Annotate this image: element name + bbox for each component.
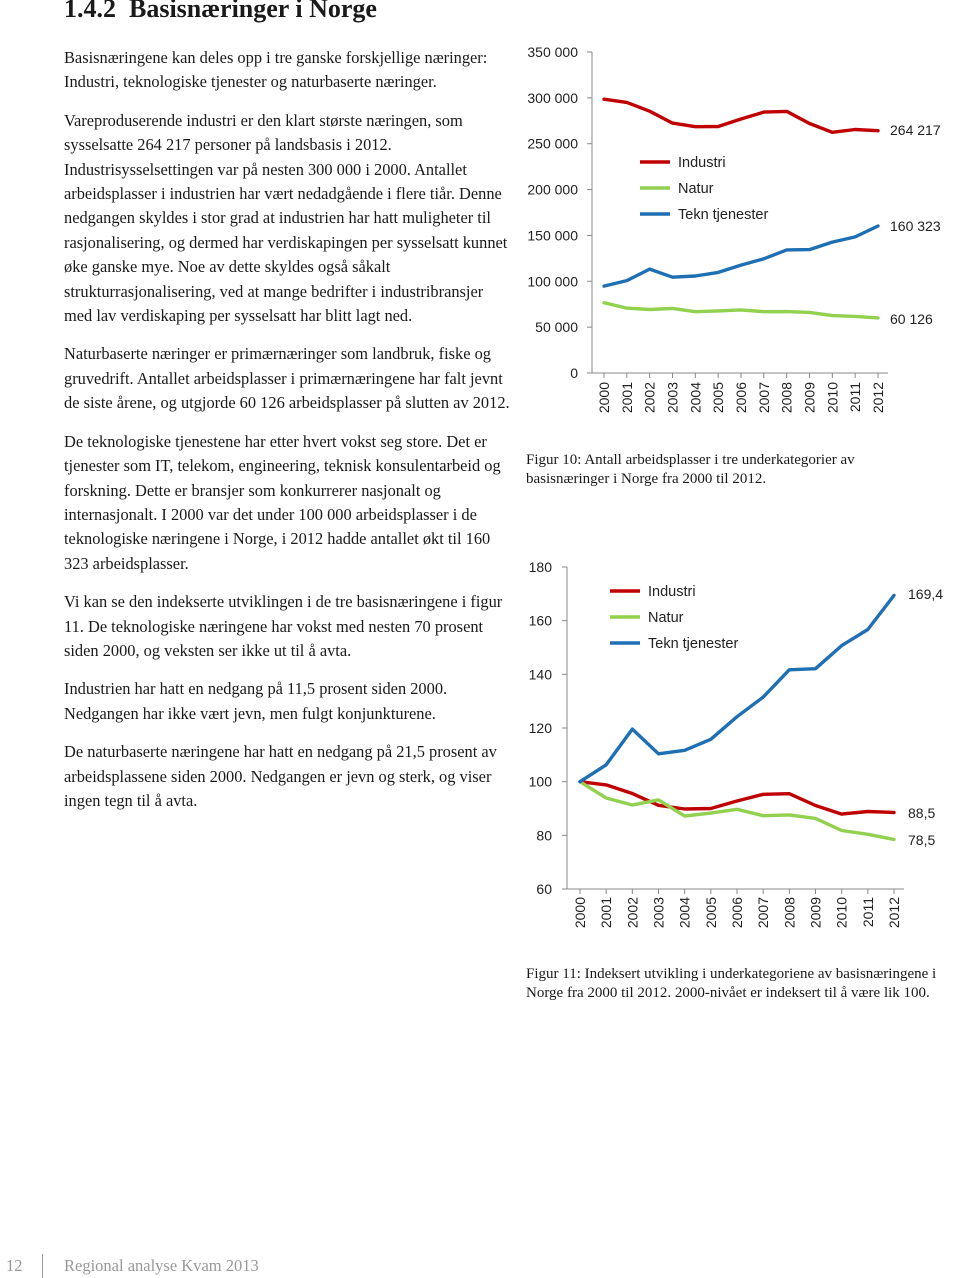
x-tick-label: 2008 <box>778 382 795 414</box>
y-tick-label: 100 <box>528 773 552 790</box>
data-point-tekn <box>762 696 764 698</box>
y-tick-label: 250 000 <box>527 135 578 152</box>
end-value-label-natur: 78,5 <box>908 832 936 848</box>
x-tick-label: 2005 <box>710 382 727 414</box>
paragraph: De teknologiske tjenestene har etter hvert vokst seg store. Det er tjenester som IT, telekom, engineering, teknisk konsulentarbeid og forskning. Dette er bransjer som konkurrerer nasjonalt og internasjonalt. I 2000 var det under 100 000 arbeidsplasser i de teknologiske næringene i Norge, i 2012 hadde antallet økt til 160 323 arbeidsplasser. <box>64 431 501 573</box>
x-tick-label: 2001 <box>618 382 635 414</box>
y-tick-label: 140 <box>528 666 552 683</box>
x-tick-label: 2012 <box>886 897 902 929</box>
y-tick-label: 100 000 <box>527 273 578 290</box>
end-value-label-tekn: 160 323 <box>890 218 941 234</box>
x-tick-label: 2001 <box>598 897 615 929</box>
data-point-tekn <box>867 628 869 630</box>
data-point-industri <box>683 808 685 810</box>
x-tick-label: 2010 <box>833 897 850 929</box>
y-tick-label: 150 000 <box>527 227 578 244</box>
data-point-tekn <box>579 780 581 782</box>
paragraph: Industrien har hatt en nedgang på 11,5 prosent siden 2000. Nedgangen har ikke vært jevn, men fulgt konjunkturene. <box>64 679 448 723</box>
end-value-label-natur: 60 126 <box>890 311 933 327</box>
y-tick-label: 50 000 <box>535 319 578 336</box>
data-point-industri <box>657 804 659 806</box>
data-point-industri <box>814 804 816 806</box>
paragraph: Basisnæringene kan deles opp i tre ganske forskjellige næringer: Industri, teknologiske tjenester og naturbaserte næringer. <box>64 48 488 92</box>
x-tick-label: 2007 <box>755 382 772 414</box>
paragraph: Naturbaserte næringer er primærnæringer som landbruk, fiske og gruvedrift. Antallet arbeidsplasser i primærnæringene har falt jevnt de siste årene, og utgjorde 60 126 arbeidsplasser på slutten av 2012. <box>64 344 510 413</box>
x-tick-label: 2002 <box>641 382 658 414</box>
data-point-tekn <box>605 764 607 766</box>
data-point-tekn <box>710 738 712 740</box>
x-tick-label: 2005 <box>702 897 719 929</box>
y-tick-label: 0 <box>570 365 578 381</box>
data-point-tekn <box>631 728 633 730</box>
end-value-label-industri: 88,5 <box>908 805 936 821</box>
data-point-industri <box>762 793 764 795</box>
data-point-natur <box>762 815 764 817</box>
x-tick-label: 2000 <box>596 382 612 414</box>
data-point-tekn <box>736 716 738 718</box>
data-point-tekn <box>683 749 685 751</box>
paragraph: Vareproduserende industri er den klart største næringen, som sysselsatte 264 217 personer på landsbasis i 2012. Industrisysselsettingen var på nesten 300 000 i 2000. Antallet arbeidsplasser i industrien har vært nedadgående i flere tiår. Denne nedgangen skyldes i stor grad at industrien har hatt muligheter til rasjonalisering, og dermed har verdiskapingen per sysselsatt kunnet øke ganske mye. Noe av dette skyldes også såkalt strukturrasjonalisering, ved at mange bedrifter i industribransjer med lav verdiskaping per sysselsatt har blitt lagt ned. <box>64 110 508 326</box>
data-point-industri <box>605 784 607 786</box>
legend-label-industri: Industri <box>648 584 696 600</box>
x-tick-label: 2012 <box>870 382 886 414</box>
paragraph: De naturbaserte næringene har hatt en nedgang på 21,5 prosent av arbeidsplassene siden 2000. Nedgangen er jevn og sterk, og viser ingen tegn til å avta. <box>64 742 497 810</box>
data-point-tekn <box>840 644 842 646</box>
data-point-industri <box>710 807 712 809</box>
data-point-natur <box>605 797 607 799</box>
y-tick-label: 160 <box>528 612 552 629</box>
data-point-industri <box>893 811 895 813</box>
x-tick-label: 2006 <box>733 382 749 414</box>
data-point-tekn <box>893 594 895 596</box>
y-tick-label: 200 000 <box>527 181 578 198</box>
x-tick-label: 2003 <box>664 382 681 414</box>
footer-divider <box>42 1254 43 1278</box>
figure-11-caption: Figur 11: Indeksert utvikling i underkategoriene av basisnæringene i Norge fra 2000 til 2012. 2000-nivået er indeksert til å være lik 100. <box>526 966 937 1001</box>
legend-label-natur: Natur <box>678 181 714 197</box>
data-point-industri <box>840 813 842 815</box>
data-point-natur <box>657 799 659 801</box>
data-point-natur <box>683 815 685 817</box>
data-point-natur <box>814 817 816 819</box>
y-tick-label: 180 <box>528 559 552 575</box>
end-value-label-tekn: 169,4 <box>908 586 944 602</box>
x-tick-label: 2011 <box>847 382 864 413</box>
report-title: Regional analyse Kvam 2013 <box>64 1256 259 1275</box>
data-point-tekn <box>788 669 790 671</box>
data-point-tekn <box>657 753 659 755</box>
x-tick-label: 2006 <box>729 897 745 929</box>
legend-label-natur: Natur <box>648 610 684 626</box>
data-point-tekn <box>814 667 816 669</box>
y-tick-label: 300 000 <box>527 89 578 106</box>
x-tick-label: 2003 <box>650 897 667 929</box>
x-tick-label: 2008 <box>781 897 798 929</box>
x-tick-label: 2009 <box>807 897 824 929</box>
data-point-industri <box>788 793 790 795</box>
y-tick-label: 60 <box>536 881 552 897</box>
legend-label-tekn: Tekn tjenester <box>678 207 769 223</box>
data-point-natur <box>631 804 633 806</box>
data-point-natur <box>736 808 738 810</box>
section-number: 1.4.2 <box>64 0 116 23</box>
section-title: Basisnæringer i Norge <box>129 0 377 23</box>
paragraph: Vi kan se den indekserte utviklingen i de tre basisnæringene i figur 11. De teknologiske næringene har vokst med nesten 70 prosent siden 2000, og veksten ser ikke ut til å avta. <box>64 592 503 660</box>
x-tick-label: 2004 <box>676 897 693 929</box>
x-tick-label: 2004 <box>687 382 704 414</box>
x-tick-label: 2000 <box>572 897 588 929</box>
series-line-tekn <box>580 595 894 781</box>
end-value-label-industri: 264 217 <box>890 122 941 138</box>
legend-label-industri: Industri <box>678 155 726 171</box>
page-footer <box>0 1254 960 1278</box>
x-tick-label: 2009 <box>801 382 818 414</box>
data-point-natur <box>867 833 869 835</box>
figure-10-caption: Figur 10: Antall arbeidsplasser i tre underkategorier av basisnæringer i Norge fra 2000 til 2012. <box>526 452 855 487</box>
data-point-industri <box>867 810 869 812</box>
legend-label-tekn: Tekn tjenester <box>648 636 739 652</box>
y-tick-label: 120 <box>528 720 552 736</box>
x-tick-label: 2010 <box>824 382 841 414</box>
x-tick-label: 2007 <box>755 897 772 929</box>
data-point-natur <box>893 838 895 840</box>
x-tick-label: 2011 <box>859 897 876 928</box>
data-point-industri <box>736 800 738 802</box>
data-point-natur <box>840 829 842 831</box>
data-point-natur <box>710 812 712 814</box>
data-point-industri <box>631 792 633 794</box>
page-number: 12 <box>6 1256 23 1275</box>
y-tick-label: 80 <box>536 827 552 844</box>
y-tick-label: 350 000 <box>527 44 578 60</box>
x-tick-label: 2002 <box>624 897 641 929</box>
data-point-natur <box>788 814 790 816</box>
